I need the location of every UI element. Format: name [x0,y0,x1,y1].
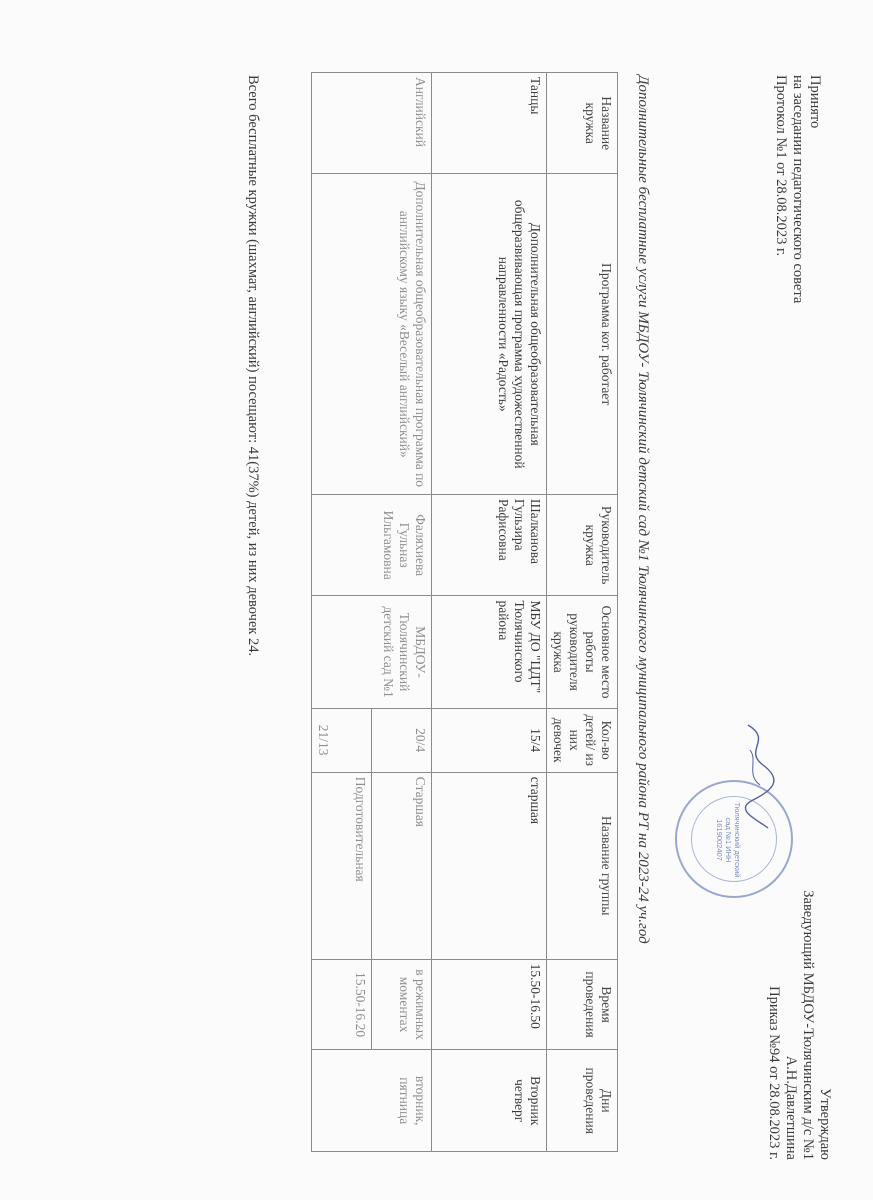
cell-leader: Фаляхиева Гульназ Ильгамовна [312,494,432,595]
approval-block [772,75,823,303]
table-row [432,73,547,1152]
cell-club-name: Английский [312,73,432,174]
cell-time: 15.50-16.20 [312,959,372,1050]
cell-count: 21/13 [312,708,372,772]
summary-note: Всего бесплатные кружки (шахмат, английский) посещают: 41(37%) детей, из них девочек 24. [245,75,261,657]
cell-workplace: МБУ ДО "ЦДТ" Тюлячинского района [432,596,547,708]
head-line: Заведующий МБДОУ-Тюлячинским д/с №1 [800,890,816,1160]
cell-days: Вторник четверг [432,1050,547,1152]
order-line: Приказ №94 от 28.08.2023 г. [766,986,782,1160]
col-header-time: Время проведения [547,959,618,1050]
table-header-row [547,73,618,1152]
stamp-text: Тюлячинский детский сад №1 ИНН 1619002407 [715,802,742,878]
cell-program: Дополнительная общеобразовательная программа по английскому языку «Веселый английский» [312,174,432,494]
cell-group: Старшая [372,772,432,959]
col-header-leader: Руководитель кружка [547,494,618,595]
cell-group: старшая [432,772,547,959]
cell-workplace: МБДОУ- Тюлячинский детский сад №1 [312,596,432,708]
confirm-label: Утверждаю [817,1088,833,1160]
cell-time: 15.50-16.50 [432,959,547,1050]
col-header-count: Кол-во детей/ из них девочек [547,708,618,772]
cell-group: Подготовительная [312,772,372,959]
table-row [372,73,432,1152]
approved-label: Принято [807,75,823,129]
cell-count: 20/4 [372,708,432,772]
cell-days: вторник, пятница [312,1050,432,1152]
head-name: А.Н.Давлетшина [783,1055,799,1160]
cell-count: 15/4 [432,708,547,772]
col-header-program: Программа кот. работает [547,174,618,494]
cell-club-name: Танцы [432,73,547,174]
col-header-days: Дни проведения [547,1050,618,1152]
col-header-group: Название группы [547,772,618,959]
cell-leader: Шалканова Гульзира Рафисовна [432,494,547,595]
protocol-line: Протокол №1 от 28.08.2023 г. [773,75,789,256]
col-header-name: Название кружка [547,73,618,174]
cell-time: в режимных моментах [372,959,432,1050]
col-header-workplace: Основное место работы руководителя кружка [547,596,618,708]
council-line: на заседании педагогического совета [790,75,806,304]
signature-mark [738,720,778,830]
cell-program: Дополнительная общеобразовательная общеразвивающая программа художественной направленности «Радость» [432,174,547,494]
clubs-table [311,72,618,1152]
document-title: Дополнительные бесплатные услуги МБДОУ- Тюлячинский детский сад №1 Тюлячинского муниципального района РТ на 2023-24 уч.год [635,75,651,944]
